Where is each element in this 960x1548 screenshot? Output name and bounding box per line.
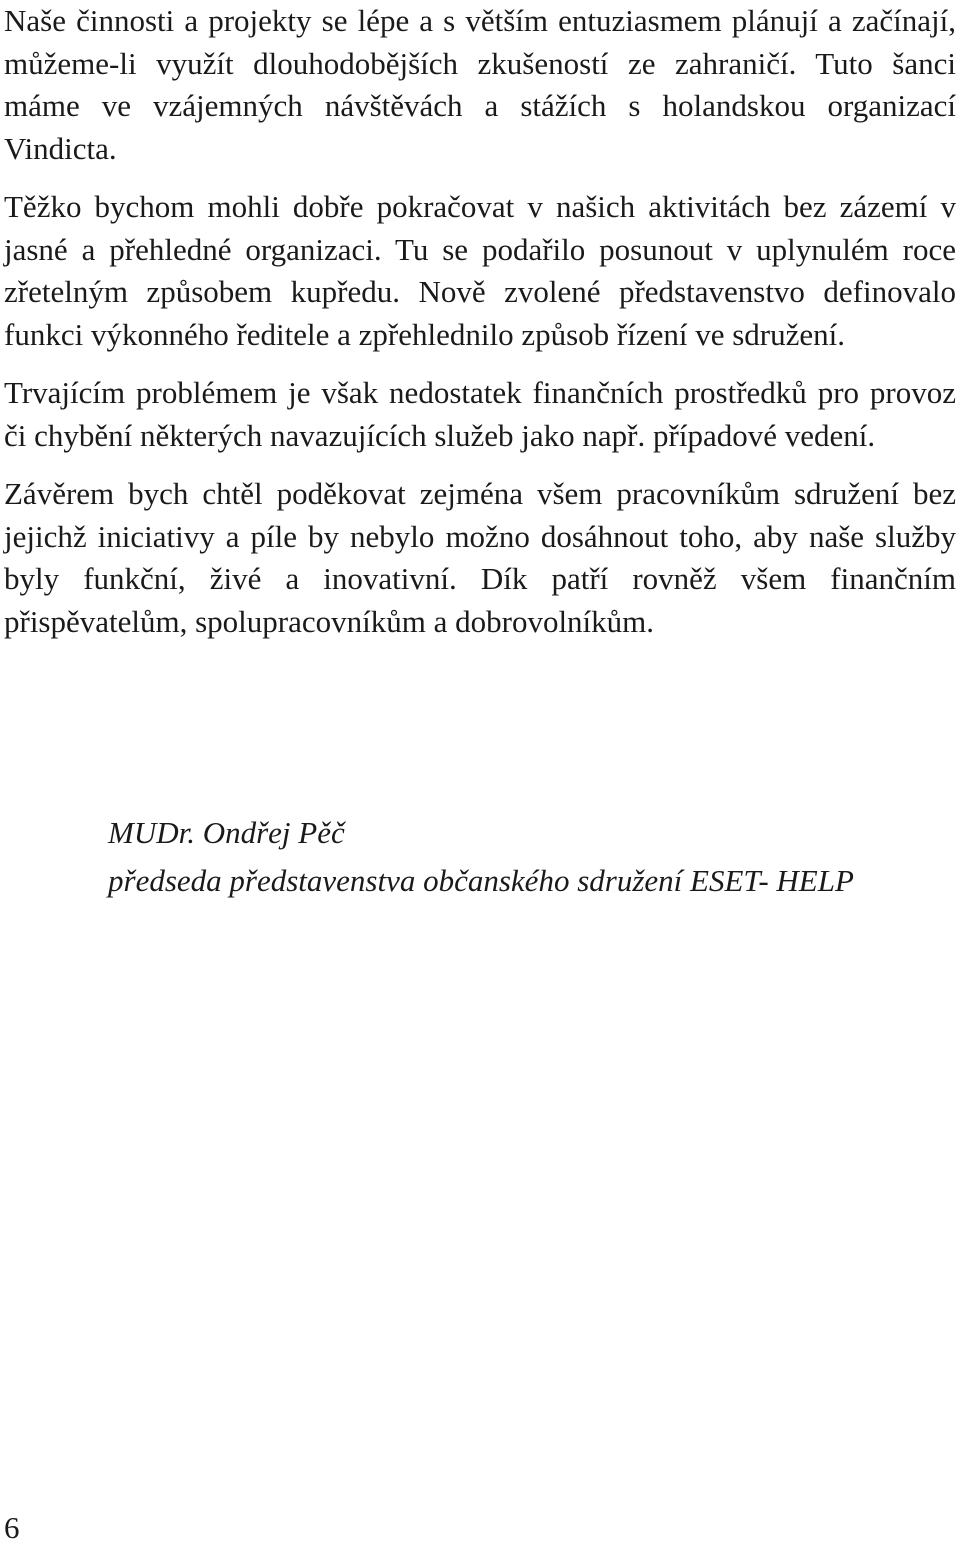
signature-name: MUDr. Ondřej Pěč: [108, 815, 345, 850]
page-number: 6: [4, 1510, 20, 1545]
signature-title: předseda představenstva občanského sdružení ESET- HELP: [108, 863, 854, 898]
paragraph-organization: Těžko bychom mohli dobře pokračovat v našich aktivitách bez zázemí v jasné a přehledné organizaci. Tu se podařilo posunout v uplynulém roce zřetelným způsobem kupředu. Nově zvolené představenstvo definovalo funkci výkonného ředitele a zpřehlednilo způsob řízení ve sdružení.: [4, 189, 956, 352]
paragraph-thanks: Závěrem bych chtěl poděkovat zejména všem pracovníkům sdružení bez jejichž iniciativy a píle by nebylo možno dosáhnout toho, aby naše služby byly funkční, živé a inovativní. Dík patří rovněž všem finančním přispěvatelům, spolupracovníkům a dobrovolníkům.: [4, 476, 956, 639]
signature-block: [108, 809, 854, 905]
body-text: [4, 0, 956, 643]
paragraph-foreign-experience: Naše činnosti a projekty se lépe a s větším entuziasmem plánují a začínají, můžeme-li využít dlouhodobějších zkušeností ze zahraničí. Tuto šanci máme ve vzájemných návštěvách a stážích s holandskou organizací Vindicta.: [4, 3, 956, 166]
paragraph-problems: Trvajícím problémem je však nedostatek finančních prostředků pro provoz či chybění některých navazujících služeb jako např. případové vedení.: [4, 375, 956, 453]
